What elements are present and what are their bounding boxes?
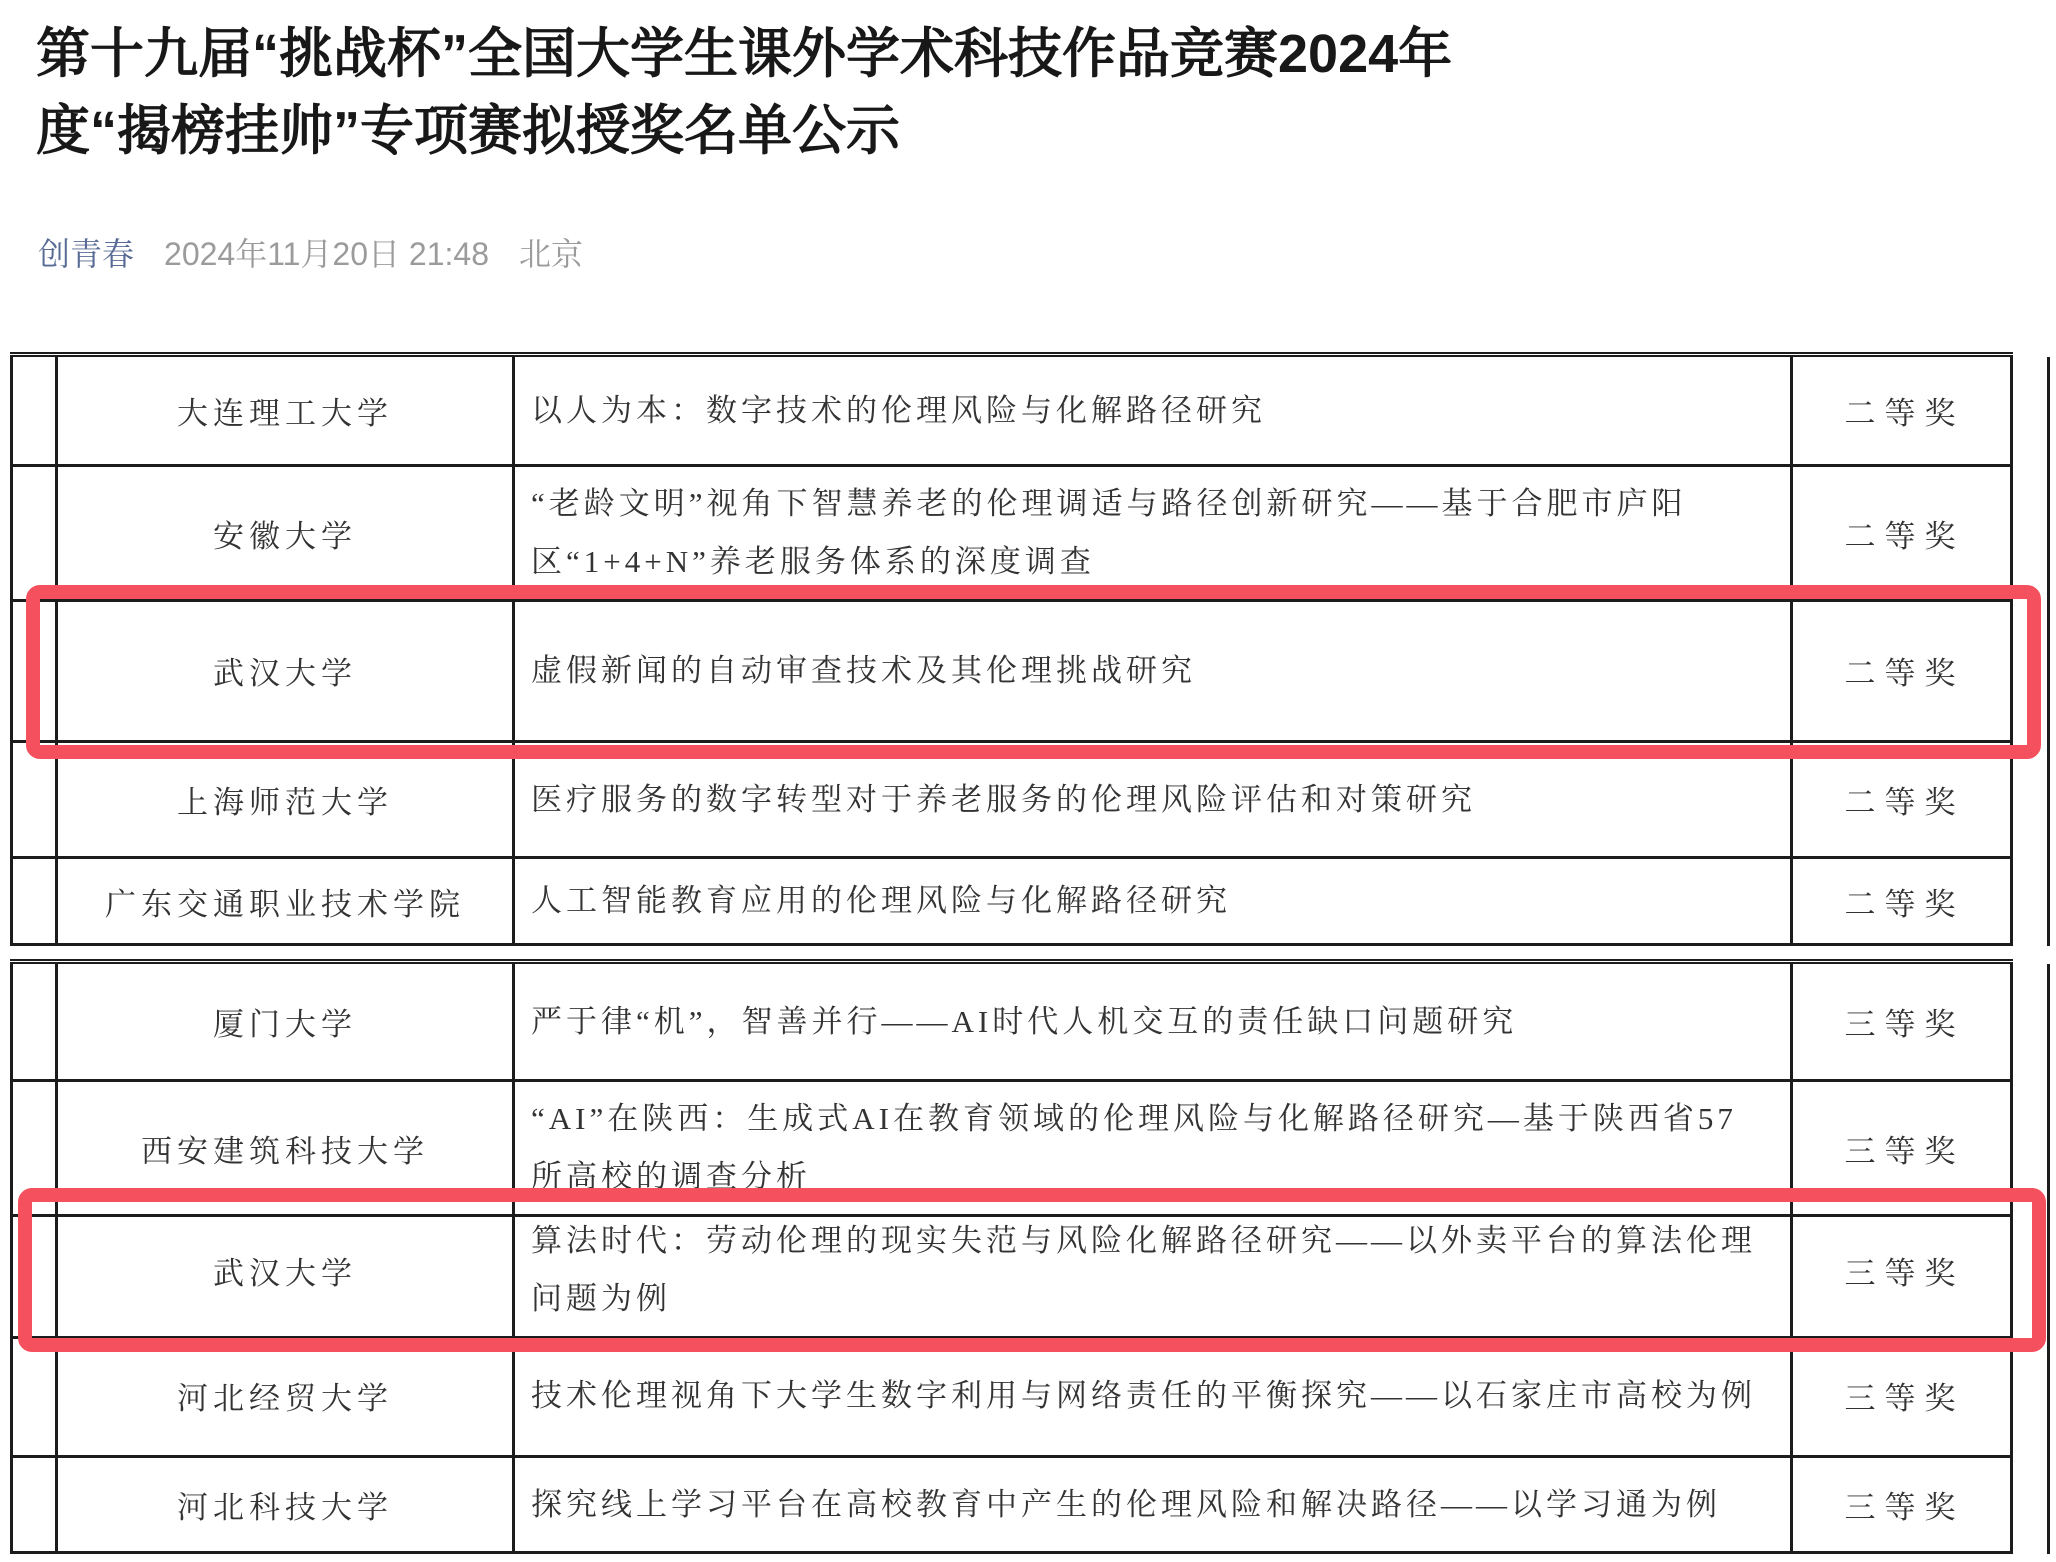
project-title-cell: 以人为本：数字技术的伦理风险与化解路径研究 xyxy=(512,357,1790,467)
left-margin-cell xyxy=(10,1458,55,1554)
project-title-cell: 医疗服务的数字转型对于养老服务的伦理风险评估和对策研究 xyxy=(512,743,1790,859)
page-edge-cell xyxy=(2013,1458,2050,1554)
award-cell: 三等奖 xyxy=(1790,1458,2013,1554)
page-edge-cell xyxy=(2013,743,2050,859)
page-edge-cell xyxy=(2013,357,2050,467)
university-cell: 厦门大学 xyxy=(55,964,512,1082)
page-edge-cell xyxy=(2013,1204,2050,1339)
university-cell: 广东交通职业技术学院 xyxy=(55,859,512,946)
project-title-cell: “AI”在陕西：生成式AI在教育领域的伦理风险与化解路径研究—基于陕西省57所高校的调查分析 xyxy=(512,1082,1790,1217)
left-margin-cell xyxy=(10,467,55,602)
project-title-cell: 算法时代：劳动伦理的现实失范与风险化解路径研究——以外卖平台的算法伦理问题为例 xyxy=(512,1204,1790,1339)
page-title: 第十九届“挑战杯”全国大学生课外学术科技作品竞赛2024年度“揭榜挂帅”专项赛拟授奖名单公示 xyxy=(36,24,1453,161)
project-title-cell: 人工智能教育应用的伦理风险与化解路径研究 xyxy=(512,859,1790,946)
left-margin-cell xyxy=(10,357,55,467)
page-edge-cell xyxy=(2013,859,2050,946)
account-link[interactable]: 创青春 xyxy=(38,236,135,272)
award-cell: 三等奖 xyxy=(1790,1204,2013,1339)
table-row xyxy=(10,743,2053,859)
university-cell: 武汉大学 xyxy=(55,1204,512,1339)
left-margin-cell xyxy=(10,1082,55,1217)
page-edge-cell xyxy=(2013,964,2050,1082)
award-table-scan xyxy=(10,352,2056,1554)
table-row xyxy=(10,601,2053,743)
award-cell: 二等奖 xyxy=(1790,743,2013,859)
university-cell: 武汉大学 xyxy=(55,601,512,743)
table-row xyxy=(10,357,2053,467)
page-edge-cell xyxy=(2013,467,2050,602)
award-cell: 二等奖 xyxy=(1790,467,2013,602)
table-row xyxy=(10,1336,2053,1458)
university-cell: 大连理工大学 xyxy=(55,357,512,467)
university-cell: 安徽大学 xyxy=(55,467,512,602)
table-section xyxy=(10,959,2053,1554)
publish-location: 北京 xyxy=(519,236,584,272)
left-margin-cell xyxy=(10,964,55,1082)
table-row xyxy=(10,467,2053,601)
page-edge-cell xyxy=(2013,601,2050,743)
page-edge-cell xyxy=(2013,1082,2050,1217)
left-margin-cell xyxy=(10,1336,55,1458)
university-cell: 河北经贸大学 xyxy=(55,1336,512,1458)
award-cell: 二等奖 xyxy=(1790,859,2013,946)
university-cell: 河北科技大学 xyxy=(55,1458,512,1554)
left-margin-cell xyxy=(10,743,55,859)
award-cell: 三等奖 xyxy=(1790,1336,2013,1458)
award-cell: 三等奖 xyxy=(1790,964,2013,1082)
table-row xyxy=(10,1204,2053,1336)
table-section xyxy=(10,352,2053,946)
left-margin-cell xyxy=(10,859,55,946)
project-title-cell: 虚假新闻的自动审查技术及其伦理挑战研究 xyxy=(512,601,1790,743)
project-title-cell: 探究线上学习平台在高校教育中产生的伦理风险和解决路径——以学习通为例 xyxy=(512,1458,1790,1554)
university-cell: 上海师范大学 xyxy=(55,743,512,859)
left-margin-cell xyxy=(10,1204,55,1339)
publish-datetime: 2024年11月20日 21:48 xyxy=(164,236,489,272)
university-cell: 西安建筑科技大学 xyxy=(55,1082,512,1217)
table-row xyxy=(10,964,2053,1082)
project-title-cell: 技术伦理视角下大学生数字利用与网络责任的平衡探究——以石家庄市高校为例 xyxy=(512,1336,1790,1458)
left-margin-cell xyxy=(10,601,55,743)
table-row xyxy=(10,1082,2053,1204)
byline xyxy=(38,234,2056,274)
award-cell: 二等奖 xyxy=(1790,357,2013,467)
award-cell: 二等奖 xyxy=(1790,601,2013,743)
project-title-cell: 严于律“机”，智善并行——AI时代人机交互的责任缺口问题研究 xyxy=(512,964,1790,1082)
table-row xyxy=(10,1458,2053,1554)
page-edge-cell xyxy=(2013,1336,2050,1458)
award-cell: 三等奖 xyxy=(1790,1082,2013,1217)
table-row xyxy=(10,859,2053,946)
project-title-cell: “老龄文明”视角下智慧养老的伦理调适与路径创新研究——基于合肥市庐阳区“1+4+N”养老服务体系的深度调查 xyxy=(512,467,1790,602)
